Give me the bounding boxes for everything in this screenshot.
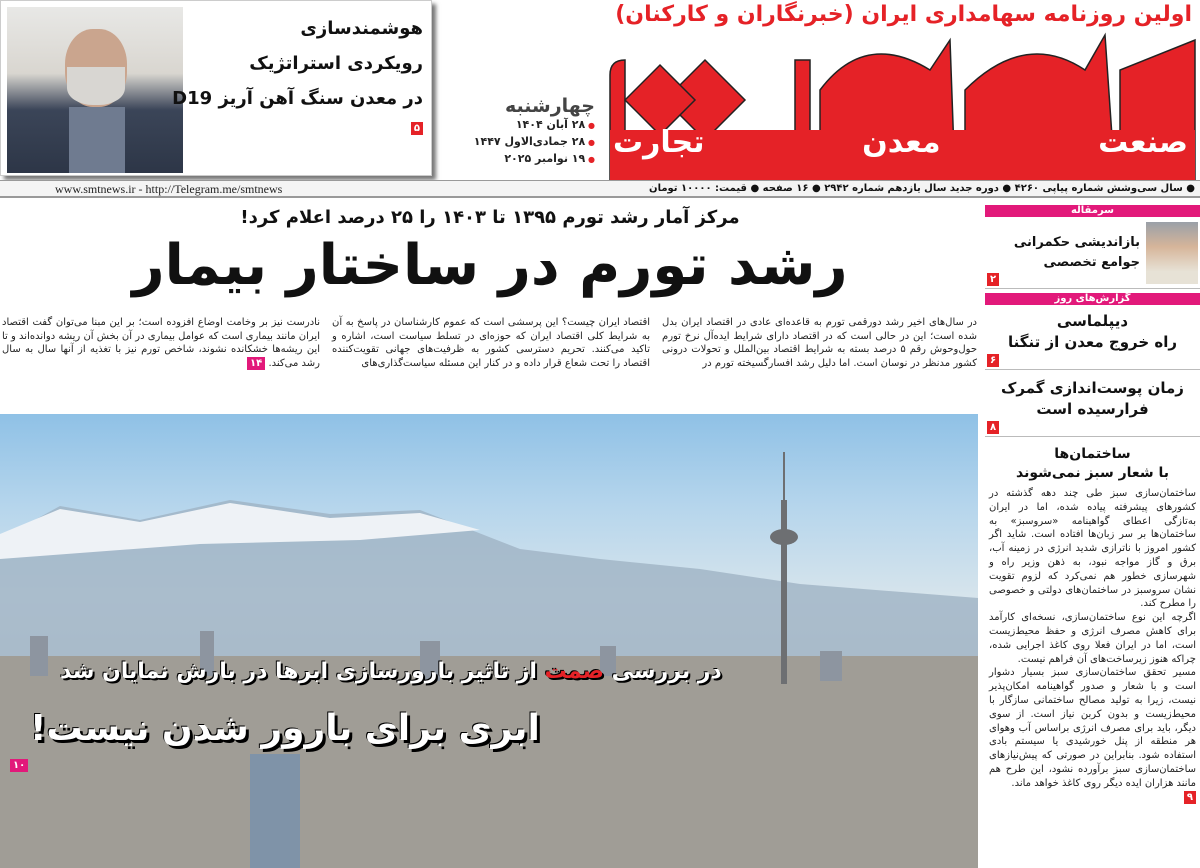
lead-column: نادرست نیز بر وخامت اوضاع افزوده است؛ بر این مبنا می‌توان گفت اقتصاد ایران مانند بیماری است که عوامل بیماری در آن بخش آن ریشه دوانده‌اند و تا این ریشه‌ها خشکانده نشوند، شاخص تورم نیز با تغذیه از آنها سال به سال رشد می‌کند. [2, 317, 320, 369]
report-title: فرارسیده است [1036, 400, 1149, 418]
logo-word: صنعت [1098, 125, 1188, 160]
cover-photo[interactable] [0, 414, 978, 868]
page-badge: ۹ [1184, 791, 1196, 804]
city-skyline-image [0, 414, 978, 868]
promo-line: در معدن سنگ آهن آریز D19 [172, 88, 423, 109]
promo-box[interactable] [0, 0, 432, 176]
photo-kicker [60, 659, 722, 684]
promo-headline [172, 11, 423, 136]
logo-word: تجارت [613, 125, 705, 160]
brand-mark: صمت [544, 659, 604, 684]
page-badge: ۱۴ [247, 357, 265, 370]
report-title: دیپلماسی [1056, 312, 1129, 330]
lead-kicker: مرکز آمار رشد تورم ۱۳۹۵ تا ۱۴۰۳ را ۲۵ درصد اعلام کرد! [240, 207, 740, 228]
page-badge: ۱۰ [10, 759, 28, 772]
report-title: راه خروج معدن از تنگنا [1007, 333, 1178, 351]
story-title: با شعار سبز نمی‌شوند [1015, 465, 1169, 481]
logo-word: معدن [862, 125, 941, 160]
lead-headline[interactable]: رشد تورم در ساختار بیمار [132, 233, 848, 298]
report-title: زمان پوست‌اندازی گمرک [1001, 379, 1184, 397]
editorial-title: بازاندیشی حکمرانی [1013, 235, 1140, 250]
section-editorial: سرمقاله [985, 205, 1200, 217]
paragraph: اگرچه این نوع ساختمان‌سازی، نسخه‌ای کارآمد برای کاهش مصرف انرژی و حفظ محیط‌زیست است، اما در ایران فعلا روی کاغذ اجرایی شده، چراکه هنوز زیرساخت‌های آن فراهم نیست. [989, 612, 1196, 665]
story-title: ساختمان‌ها [1054, 446, 1131, 462]
weekday: چهارشنبه [504, 95, 595, 117]
website-links[interactable]: www.smtnews.ir - http://Telegram.me/smtnews [55, 182, 283, 196]
story-body [985, 487, 1200, 804]
issue-info: ● سال سی‌وشش شماره پیاپی ۴۲۶۰ ● دوره جدید سال یازدهم شماره ۲۹۴۲ ● ۱۶ صفحه ● قیمت: ۱۰۰۰۰ تومان [649, 183, 1195, 194]
section-reports: گزارش‌های روز [985, 293, 1200, 305]
page-badge: ۵ [411, 122, 423, 135]
report-item[interactable] [985, 370, 1200, 437]
date-solar: ● ۲۸ آبان ۱۴۰۴ [490, 117, 595, 134]
report-item[interactable] [985, 305, 1200, 370]
tagline: اولین روزنامه سهامداری ایران (خبرنگاران و کارکنان) [615, 2, 1192, 27]
editorial-author-photo [1146, 222, 1198, 284]
kicker-text: در بررسی [611, 659, 722, 684]
date-lunar: ● ۲۸ جمادی‌الاول ۱۴۴۷ [490, 134, 595, 151]
paragraph: مسیر تحقق ساختمان‌سازی سبز بسیار دشوار است و با شعار و صدور گواهینامه امکان‌پذیر نیست، زیرا به تولید مصالح ساختمانی سازگار با محیط‌زیست و بدون کربن نیاز است. از سوی دیگر، باید برای مصرف انرژی براساس آب وهوای هر منطقه از پنل خورشیدی یا سیستم بادی استفاده شود. بنابراین در صورتی که پیش‌نیازهای ساختمان‌سازی سبز برآورده نشود، این طرح هم مانند هزاران ایده دیگر روی کاغذ خواهد ماند. [989, 667, 1196, 789]
sidebar [985, 205, 1200, 868]
lead-column-wrap [2, 316, 320, 370]
editorial-item[interactable] [985, 217, 1200, 289]
green-building-item[interactable] [985, 437, 1200, 483]
date-block [473, 95, 595, 168]
page-badge: ۸ [987, 421, 999, 434]
kicker-text: از تاثیر بارورسازی ابرها در بارش نمایان شد [60, 659, 537, 684]
promo-photo [7, 7, 183, 173]
logo-words [613, 125, 1188, 160]
page-badge: ۲ [987, 273, 999, 286]
photo-headline[interactable]: ابری برای بارور شدن نیست! [30, 708, 540, 749]
date-gregorian: ● ۱۹ نوامبر ۲۰۲۵ [490, 151, 595, 168]
paragraph: ساختمان‌سازی سبز طی چند دهه گذشته در کشورهای پیشرفته پیاده شده، اما در ایران به‌تازگی اعطای گواهینامه «سروسبز» به ساختمان‌ها بر سر زبان‌ها افتاده است. شاید اگر کشور امروز با ناترازی شدید انرژی در زمینه آب، برق و گاز مواجه نبود، به ذهن وزیر راه و شهرسازی خطور هم نمی‌کرد که لزوم تقویت نشان سروسبز در ساختمان‌های دولتی و خصوصی را مطرح کند. [989, 488, 1196, 610]
page-badge: ۶ [987, 354, 999, 367]
promo-line: هوشمندسازی [300, 18, 423, 39]
lead-column: در سال‌های اخیر رشد دورقمی تورم به قاعده‌ای عادی در اقتصاد ایران بدل شده است؛ این در حالی است که در اقتصاد دارای شرایط ایده‌آل نرخ تورم حول‌وحوش رقم ۵ درصد بسته به شرایط اقتصاد بین‌الملل و تحولات درونی کشور مدنظر در نوسان است. اما دلیل رشد افسارگسیخته تورم در [662, 317, 977, 369]
editorial-title: جوامع تخصصی [1043, 255, 1140, 270]
lead-column: اقتصاد ایران چیست؟ این پرسشی است که عموم کارشناسان در پاسخ به آن به شرایط کلی اقتصاد ایران که حوزه‌ای در تسلط سیاست است، اشاره و تاکید می‌کنند. تحریم دسترسی کشور به ظرفیت‌های جهانی تقویت‌کننده اقتصاد را تحت شعاع قرار داده و در کنار این مسئله سیاست‌گذاری‌های [332, 317, 650, 369]
logo [605, 30, 1200, 180]
promo-line: رویکردی استراتژیک [249, 53, 423, 74]
